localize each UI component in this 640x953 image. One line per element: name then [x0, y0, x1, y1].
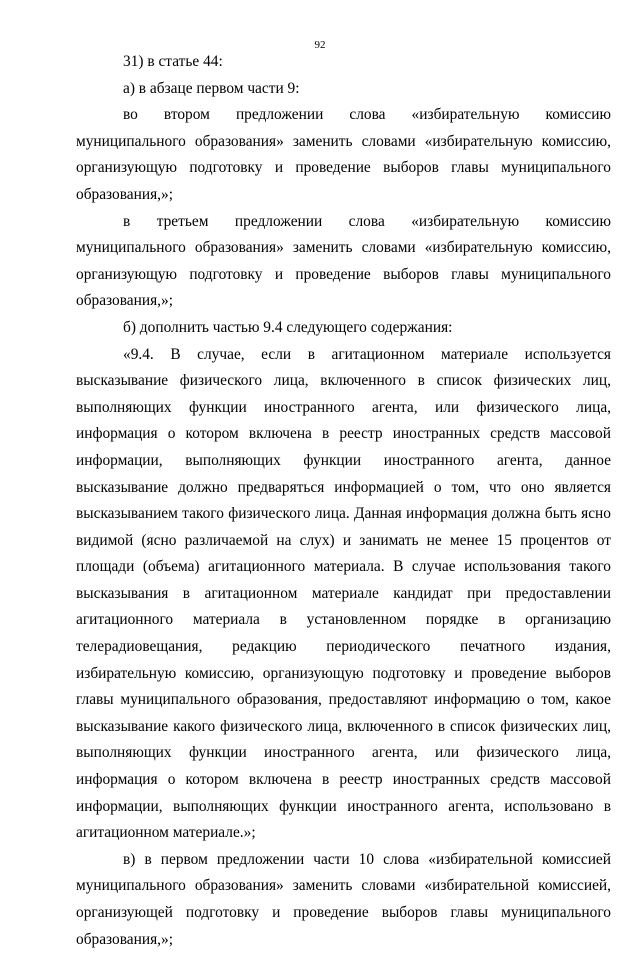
page-number: 92 [314, 39, 326, 51]
paragraph-subitem-v: в) в первом предложении части 10 слова «избирательной комиссией муниципального образования» заменить словами «избирательной комиссией, организующей подготовку и проведение выборов главы муниципального образования,»; [76, 850, 611, 948]
paragraph-subitem-b: б) дополнить частью 9.4 следующего содержания: [123, 318, 453, 336]
paragraph-second-sentence: во втором предложении слова «избирательную комиссию муниципального образования» заменить словами «избирательную комиссию, организующую подготовку и проведение выборов главы муниципального образования,»; [76, 106, 611, 203]
paragraph-part-9-4: «9.4. В случае, если в агитационном материале используется высказывание физического лица, включенного в список физических лиц, выполняющих функции иностранного агента, или физического лица, информация о котором включена в реестр иностранных средств массовой информации, выполняющих функции иностранного агента, данное высказывание должно предваряться информацией о том, что оно является высказыванием такого физического лица. Данная информация должна быть ясно видимой (ясно различаемой на слух) и занимать не менее 15 процентов от площади (объема) агитационного материала. В случае использования такого высказывания в агитационном материале кандидат при предоставлении агитационного материала в установленном порядке в организацию телерадиовещания, редакцию периодического печатного издания, избирательную комиссию, организующую подготовку и проведение выборов главы муниципального образования, предоставляют информацию о том, какое высказывание какого физического лица, включенного в список физических лиц, выполняющих функции иностранного агента, или физического лица, информация о котором включена в реестр иностранных средств массовой информации, выполняющих функции иностранного агента, использовано в агитационном материале.»; [76, 345, 611, 842]
document-body [76, 49, 611, 953]
paragraph-third-sentence: в третьем предложении слова «избирательную комиссию муниципального образования» заменить словами «избирательную комиссию, организующую подготовку и проведение выборов главы муниципального образования,»; [76, 212, 611, 310]
paragraph-subitem-a: а) в абзаце первом части 9: [123, 79, 300, 97]
paragraph-article-44: 31) в статье 44: [123, 53, 223, 70]
